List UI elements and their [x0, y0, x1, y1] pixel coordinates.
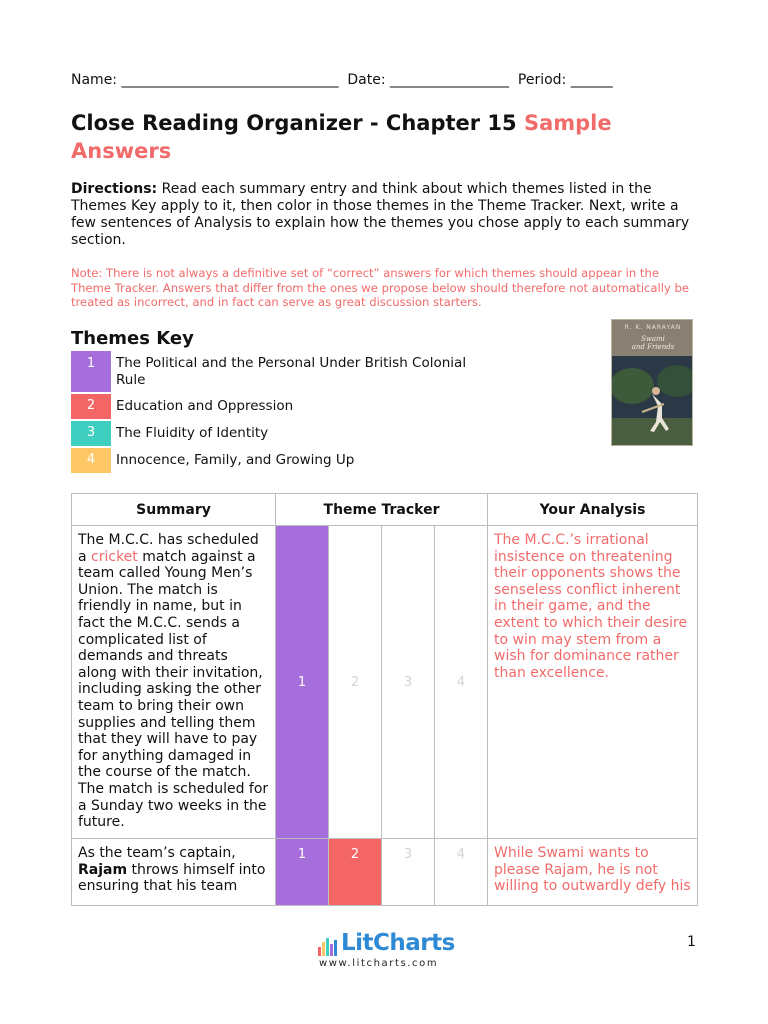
- theme-swatch-2: 2: [71, 394, 111, 419]
- summary-clip: [78, 845, 269, 899]
- litcharts-logo[interactable]: [318, 930, 455, 969]
- theme-item-3: [71, 421, 491, 446]
- page-number: 1: [687, 934, 696, 950]
- table-row: [72, 839, 698, 906]
- directions-text: Read each summary entry and think about which themes listed in the Themes Key apply to it, then color in those themes in the Theme Tracker. Next, write a few sentences of Analysis to explain how the themes you chose apply to each summary section.: [71, 181, 690, 248]
- summary-text: The M.C.C. has scheduled a: [78, 532, 259, 565]
- theme-label-2: Education and Oppression: [116, 398, 294, 414]
- theme-item-2: [71, 394, 491, 419]
- themes-key-title: Themes Key: [71, 328, 194, 349]
- book-cover-illustration: [612, 356, 693, 446]
- analysis-cell: [488, 839, 698, 906]
- logo-row: [318, 930, 455, 956]
- logo-bars-icon: [318, 934, 338, 956]
- theme-swatch-4: 4: [71, 448, 111, 473]
- theme-item-4: [71, 448, 491, 473]
- page-title-main: Close Reading Organizer - Chapter 15: [71, 111, 524, 135]
- tracker-cell-theme-3[interactable]: 3: [382, 839, 435, 906]
- summary-highlight: cricket: [91, 548, 138, 565]
- directions-label: Directions:: [71, 181, 158, 197]
- summary-cell: [72, 839, 276, 906]
- page-title: [71, 109, 691, 165]
- theme-label-1: The Political and the Personal Under British Colonial Rule: [116, 355, 467, 388]
- tracker-cell-theme-4[interactable]: 4: [435, 839, 488, 906]
- book-cover-author: R. K. NARAYAN: [624, 324, 682, 331]
- summary-text: throws himself into ensuring that his team: [78, 861, 266, 895]
- table-header-row: [72, 494, 698, 526]
- tracker-cell-theme-1[interactable]: 1: [276, 839, 329, 906]
- tracker-cell-theme-4[interactable]: 4: [435, 526, 488, 839]
- theme-item-1: [71, 351, 491, 392]
- theme-tracker-header: Theme Tracker: [276, 494, 488, 526]
- summary-bold: Rajam: [78, 861, 128, 878]
- logo-text: LitCharts: [341, 930, 455, 956]
- summary-text: match against a team called Young Men’s Union. The match is friendly in name, but in fact the M.C.C. sends a complicated list of demands and threats along with their invitation, including asking the other team to bring their own supplies and telling them that they will have to pay for anything damaged in the course of the match. The match is scheduled for a Sunday two weeks in the future.: [78, 548, 269, 831]
- theme-swatch-1: 1: [71, 351, 111, 392]
- tracker-cell-theme-2[interactable]: 2: [329, 526, 382, 839]
- page-title-accent: Sample Answers: [71, 111, 612, 163]
- analysis-clip: While Swami wants to please Rajam, he is not willing to outwardly defy his: [494, 845, 691, 895]
- directions-paragraph: [71, 181, 691, 249]
- themes-key-list: [71, 351, 491, 475]
- book-cover-title-line2: and Friends: [631, 343, 675, 351]
- summary-cell: [72, 526, 276, 839]
- book-cover-title: [616, 335, 690, 351]
- table-row: [72, 526, 698, 839]
- logo-url: www.litcharts.com: [319, 958, 439, 969]
- tracker-cell-theme-1[interactable]: 1: [276, 526, 329, 839]
- tracker-cell-theme-2[interactable]: 2: [329, 839, 382, 906]
- theme-label-4: Innocence, Family, and Growing Up: [116, 452, 355, 468]
- book-cover-image: [611, 319, 693, 446]
- summary-text: As the team’s captain,: [78, 845, 236, 861]
- note-paragraph: Note: There is not always a definitive set of “correct” answers for which themes should appear in the Theme Tracker. Answers that differ from the ones we propose below should therefore not automatically be treated as incorrect, and in fact can serve as great discussion starters.: [71, 266, 689, 309]
- close-reading-table: [71, 493, 698, 906]
- student-info-line: Name: _______________________________ Date: _________________ Period: ______: [71, 72, 613, 88]
- analysis-cell: The M.C.C.’s irrational insistence on threatening their opponents shows the senseless conflict inherent in their game, and the extent to which their desire to win may stem from a wish for dominance rather than excellence.: [488, 526, 698, 839]
- theme-label-3: The Fluidity of Identity: [116, 425, 269, 441]
- tracker-cell-theme-3[interactable]: 3: [382, 526, 435, 839]
- theme-swatch-3: 3: [71, 421, 111, 446]
- book-cover-title-line1: Swami: [641, 335, 665, 343]
- analysis-header: Your Analysis: [488, 494, 698, 526]
- book-cover-scene: [612, 356, 692, 446]
- summary-header: Summary: [72, 494, 276, 526]
